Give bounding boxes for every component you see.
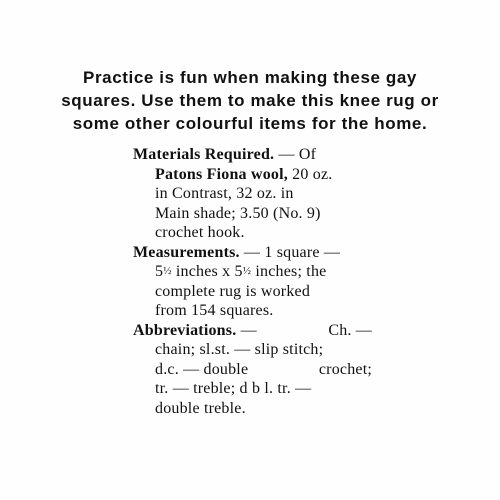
measurements-heading: Measurements. xyxy=(133,243,240,261)
intro-line: squares. Use them to make this knee rug or xyxy=(61,91,439,110)
materials-text: Main shade; 3.50 (No. 9) xyxy=(155,204,321,222)
measurements-section xyxy=(133,243,373,321)
abbreviations-text: crochet; xyxy=(318,360,372,378)
measurements-text: inches; the xyxy=(251,263,327,280)
measurements-text: from 154 squares. xyxy=(155,302,274,319)
abbreviations-section xyxy=(133,321,373,419)
abbreviations-text: chain; sl.st. — slip stitch; xyxy=(155,341,324,358)
abbreviations-text: — xyxy=(236,321,257,339)
materials-text: crochet hook. xyxy=(155,224,245,241)
materials-text: 20 oz. xyxy=(287,165,333,183)
abbreviations-text: Ch. — xyxy=(328,321,372,339)
fraction: ½ xyxy=(163,265,172,277)
measurements-text: — 1 square — xyxy=(239,243,341,261)
measurements-text: 5 xyxy=(155,263,164,280)
pattern-details xyxy=(133,145,373,418)
materials-text: in Contrast, 32 oz. in xyxy=(155,185,294,202)
abbreviations-text: tr. — treble; d b l. tr. — xyxy=(155,380,312,397)
abbreviations-text: double treble. xyxy=(155,399,246,417)
measurements-text: complete rug is worked xyxy=(155,282,311,300)
materials-section xyxy=(133,145,373,243)
wool-brand: Patons Fiona wool, xyxy=(155,165,288,183)
materials-dash: — Of xyxy=(274,146,317,163)
abbreviations-text: d.c. — double xyxy=(155,360,249,378)
intro-line: some other colourful items for the home. xyxy=(72,114,428,133)
abbreviations-heading: Abbreviations. xyxy=(133,321,237,339)
measurements-text: inches x 5 xyxy=(171,263,243,280)
materials-heading: Materials Required. xyxy=(133,146,275,163)
intro-line: Practice is fun when making these gay xyxy=(83,68,417,87)
intro-paragraph xyxy=(20,66,480,135)
fraction: ½ xyxy=(242,265,252,277)
